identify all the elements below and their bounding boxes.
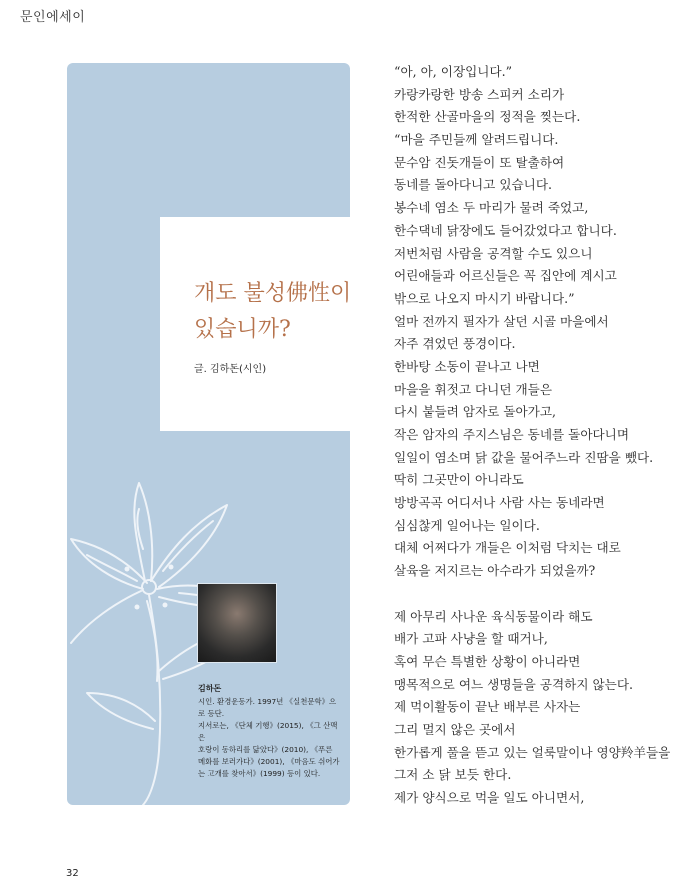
article-title: [194, 276, 354, 348]
body-line: 동네를 돌아다니고 있습니다.: [394, 177, 552, 193]
bio-line: 호랑이 동하리를 닮았다》(2010), 《푸른: [198, 745, 333, 754]
body-line: 어린애들과 어르신들은 꼭 집안에 계시고: [394, 268, 617, 284]
body-line: 일일이 염소며 닭 값을 물어주느라 진땀을 뺐다.: [394, 449, 654, 465]
article-title-line-2: 있습니까?: [194, 317, 291, 342]
body-line: 배가 고파 사냥을 할 때거나,: [394, 631, 548, 647]
author-photo: [197, 583, 277, 663]
byline: 글. 김하돈(시인): [194, 364, 267, 375]
bio-line: 지서로는, 《단체 기행》(2015), 《그 산맥은: [198, 721, 338, 742]
body-line: 살육을 저지르는 아수라가 되었을까?: [394, 563, 596, 579]
bio-line: 시인. 환경운동가. 1997년 《실천문학》으: [198, 697, 337, 706]
body-line: 봉수네 염소 두 마리가 물려 죽었고,: [394, 200, 589, 216]
body-line: 한가롭게 풀을 뜯고 있는 얼룩말이나 영양羚羊들을: [394, 744, 671, 760]
body-line: 한수댁네 닭장에도 들어갔었다고 합니다.: [394, 222, 617, 238]
body-paragraph-1: [394, 61, 694, 583]
body-line: 맹목적으로 여느 생명들을 공격하지 않는다.: [394, 676, 633, 692]
body-line: 자주 겪었던 풍경이다.: [394, 336, 516, 352]
body-line: 대체 어쩌다가 개들은 이처럼 닥치는 대로: [394, 540, 621, 556]
body-line: 딱히 그곳만이 아니라도: [394, 472, 524, 488]
bio-line: 는 고개를 찾아서》(1999) 등이 있다.: [198, 769, 321, 778]
body-line: 제 아무리 사나운 육식동물이라 해도: [394, 608, 593, 624]
body-line: 저번처럼 사람을 공격할 수도 있으니: [394, 245, 593, 261]
author-bio-lines: [198, 696, 340, 780]
body-line: 밖으로 나오지 마시기 바랍니다.”: [394, 290, 575, 306]
bio-line: 메화를 보러가다》(2001), 《마음도 쉬어가: [198, 757, 340, 766]
body-line: 한바탕 소동이 끝나고 나면: [394, 358, 540, 374]
body-line: 혹여 무슨 특별한 상황이 아니라면: [394, 653, 581, 669]
body-line: 제 먹이활동이 끝난 배부른 사자는: [394, 699, 581, 715]
body-line: 얼마 전까지 필자가 살던 시골 마을에서: [394, 313, 609, 329]
body-line: “마을 주민들께 알려드립니다.: [394, 132, 559, 148]
body-line: 그저 소 닭 보듯 한다.: [394, 767, 512, 783]
article-body: [394, 61, 694, 810]
body-line: 한적한 산골마을의 정적을 찢는다.: [394, 109, 581, 125]
body-line: 그리 멀지 않은 곳에서: [394, 721, 516, 737]
body-line: 제가 양식으로 먹을 일도 아니면서,: [394, 790, 585, 805]
author-name: 김하돈: [198, 684, 222, 693]
body-line: 문수암 진돗개들이 또 탈출하여: [394, 154, 565, 170]
body-line: 다시 붙들려 암자로 돌아가고,: [394, 404, 556, 420]
body-line: 작은 암자의 주지스님은 동네를 돌아다니며: [394, 427, 629, 442]
article-title-line-1: 개도 불성佛性이: [194, 281, 352, 306]
paragraph-gap: [394, 583, 694, 606]
body-line: 카랑카랑한 방송 스피커 소리가: [394, 86, 565, 102]
section-label: 문인에세이: [20, 10, 86, 25]
author-bio: [198, 683, 340, 780]
page-number: 32: [66, 868, 79, 879]
body-line: 방방곡곡 어디서나 사람 사는 동네라면: [394, 495, 605, 511]
body-line: “아, 아, 이장입니다.”: [394, 64, 513, 79]
body-paragraph-2: [394, 606, 694, 810]
body-line: 심심찮게 일어나는 일이다.: [394, 517, 540, 533]
body-line: 마을을 휘젓고 다니던 개들은: [394, 381, 552, 397]
bio-line: 로 등단.: [198, 709, 225, 718]
